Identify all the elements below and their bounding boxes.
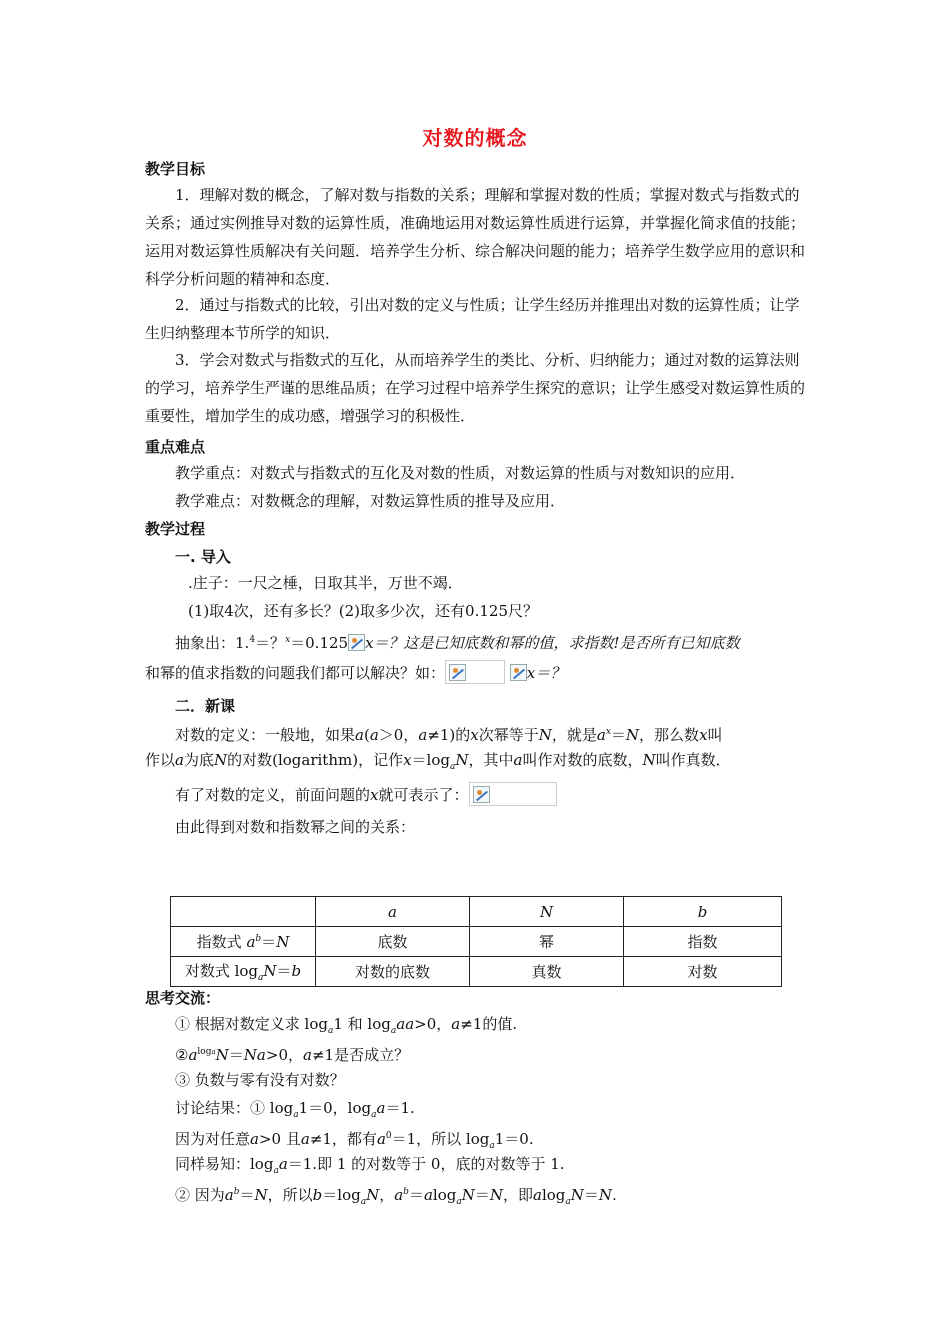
table-cell: 对数式 $\log_aN=b$ xyxy=(171,957,316,987)
goal-paragraph-1: 1．理解对数的概念，了解对数与指数的关系；理解和掌握对数的性质；掌握对数式与指数式的关系；通过实例推导对数的运算性质，准确地运用对数运算性质进行运算，并掌握化简求值的技能；运用对数运算性质解决有关问题．培养学生分析、综合解决问题的能力；培养学生数学应用的意识和科学分析问题的精神和态度． xyxy=(145,186,806,288)
broken-image-icon xyxy=(473,786,490,803)
table-cell: 幂 xyxy=(470,927,624,957)
table-cell: 指数 xyxy=(624,927,782,957)
key-difficulty-heading: 重点难点 xyxy=(145,438,206,456)
broken-image-icon xyxy=(449,664,466,681)
intro-line-1: .庄子：一尺之棰，日取其半，万世不竭． xyxy=(188,574,463,592)
relation-table xyxy=(170,896,782,987)
table-cell: 真数 xyxy=(470,957,624,987)
table-row xyxy=(171,897,782,927)
result-line-4: ② 因为$a^b=N$，所以$b=\log_aN$，$a^b=alog_aN=N$，即alog$_a$N＝N. xyxy=(175,1186,617,1207)
question-2: $②a^{loga}N=Na>0$，a≠1是否成立？ xyxy=(175,1046,410,1064)
table-row xyxy=(171,957,782,987)
table-row xyxy=(171,927,782,957)
intro-line-2: (1)取4次，还有多长？(2)取多少次，还有0.125尺？ xyxy=(188,602,538,620)
table-cell xyxy=(171,897,316,927)
goal-paragraph-3: 3．学会对数式与指数式的互化，从而培养学生的类比、分析、归纳能力；通过对数的运算法则的学习，培养学生严谨的思维品质；在学习过程中培养学生探究的意识；让学生感受对数运算性质的重要性，增加学生的成功感，增强学习的积极性． xyxy=(145,351,806,425)
goals-heading: 教学目标 xyxy=(145,160,206,178)
broken-image-icon xyxy=(510,664,527,681)
difficulty-text: 教学难点：对数概念的理解，对数运算性质的推导及应用． xyxy=(175,492,566,510)
formula-image xyxy=(469,782,557,806)
definition-line-1: 对数的定义：一般地，如果a(a＞0，a≠1)的x次幂等于N，就是$a^x=N$，那么数x叫 xyxy=(175,726,723,744)
intro-heading: 一. 导入 xyxy=(175,548,231,566)
result-line-3: 同样易知：$\log_aa=1$.即 1 的对数等于 0，底的对数等于 1. xyxy=(175,1155,565,1176)
result-line-1: 讨论结果：① $\log_a1=0$，$\log_aa=1$. xyxy=(175,1099,415,1120)
table-cell: b xyxy=(624,897,782,927)
table-cell: a xyxy=(316,897,470,927)
question-1: ① 根据对数定义求 $\log_a1$ 和 $\log_aaa>0$，a≠1的值. xyxy=(175,1015,518,1036)
key-point-text: 教学重点：对数式与指数式的互化及对数的性质，对数运算的性质与对数知识的应用． xyxy=(175,464,746,482)
table-cell: 底数 xyxy=(316,927,470,957)
abstract-line-1: 抽象出：1.$^4$＝？$^x$＝0.125 x＝？这是已知底数和幂的值，求指数!是否所有已知底数 xyxy=(175,634,740,652)
process-heading: 教学过程 xyxy=(145,520,206,538)
result-line-2: 因为对任意a>0 且a≠1，都有$a^0=1$，所以 $\log_a1=0$. xyxy=(175,1130,534,1151)
abstract-line-2: 和幂的值求指数的问题我们都可以解决？如： x＝？ xyxy=(145,660,565,684)
discussion-heading: 思考交流： xyxy=(145,989,221,1007)
table-cell: N xyxy=(470,897,624,927)
table-cell: 指数式 $a^b=N$ xyxy=(171,927,316,957)
formula-image xyxy=(445,660,505,684)
definition-line-4: 由此得到对数和指数幂之间的关系： xyxy=(175,818,416,836)
table-cell: 对数的底数 xyxy=(316,957,470,987)
definition-line-2: 作以a为底N的对数(logarithm)，记作$x=\log_aN$，其中a叫作对数的底数，N叫作真数． xyxy=(145,751,731,772)
new-lesson-heading: 二．新课 xyxy=(175,697,236,715)
broken-image-icon xyxy=(348,634,365,651)
definition-line-3: 有了对数的定义，前面问题的x就可表示了： xyxy=(175,782,557,806)
question-3: ③ 负数与零有没有对数？ xyxy=(175,1071,345,1089)
goal-paragraph-2: 2．通过与指数式的比较，引出对数的定义与性质；让学生经历并推理出对数的运算性质；让学生归纳整理本节所学的知识． xyxy=(145,296,800,342)
page-title: 对数的概念 xyxy=(422,126,528,150)
table-cell: 对数 xyxy=(624,957,782,987)
